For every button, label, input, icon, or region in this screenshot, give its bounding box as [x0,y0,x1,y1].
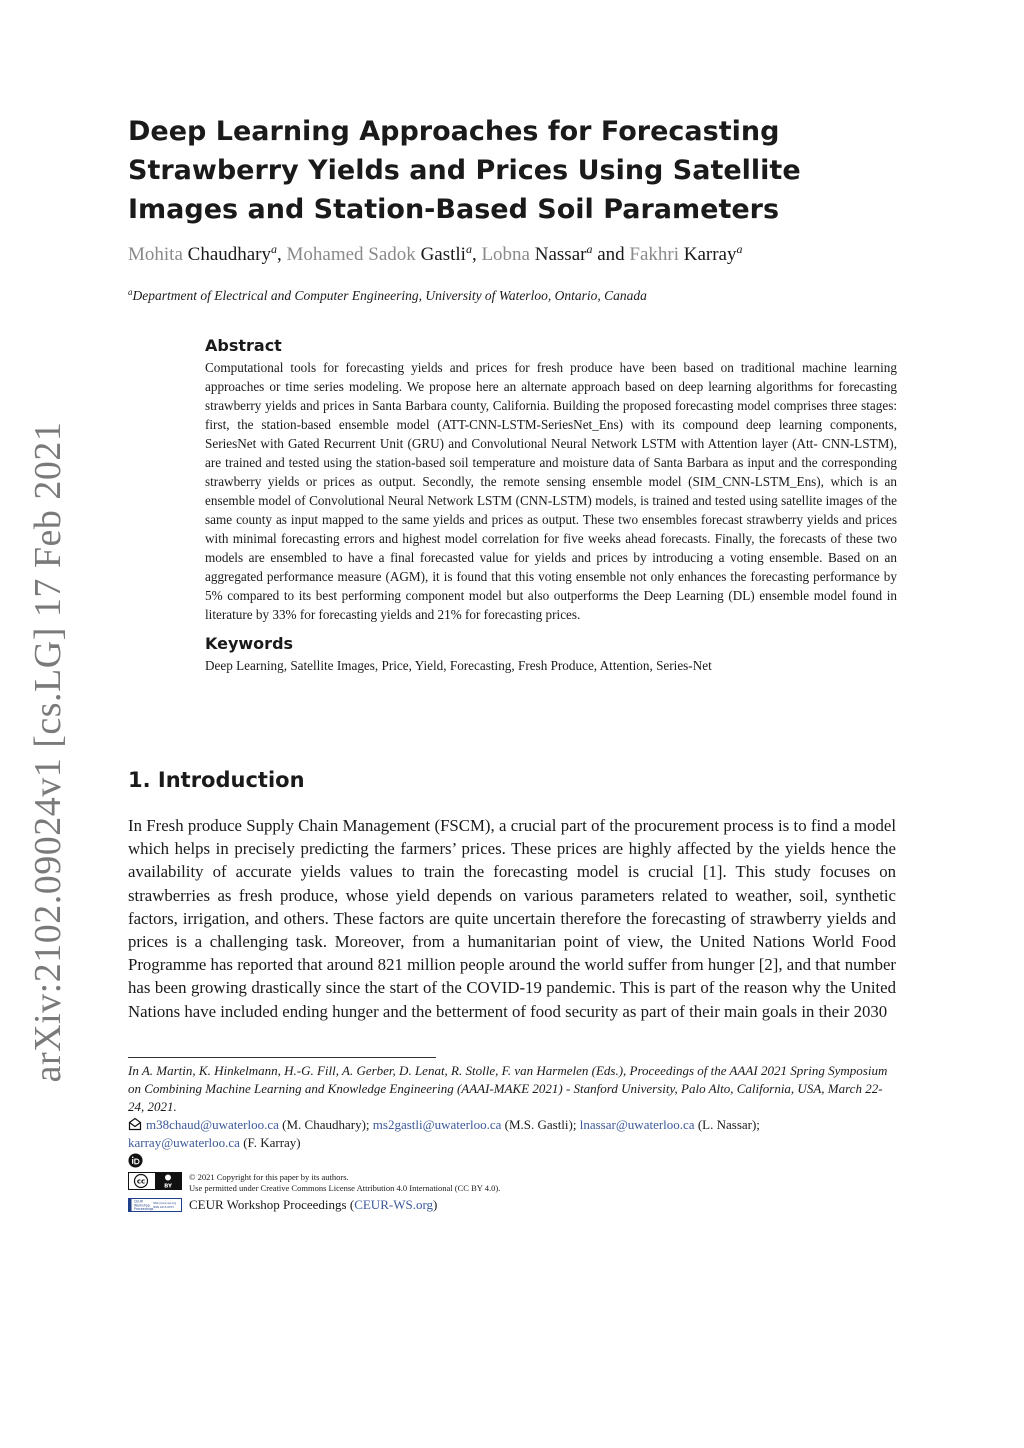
author-family-name: Karray [683,244,737,265]
email-link[interactable]: karray@uwaterloo.ca [128,1135,240,1150]
copyright-row [128,1172,896,1194]
author-list [128,242,743,266]
email-link[interactable]: lnassar@uwaterloo.ca [579,1117,695,1132]
copyright-text [189,1172,500,1194]
author-given-name: Lobna [481,244,530,265]
ceur-logo-issn: ISSN 1613-0073 [153,1206,174,1209]
affiliation-marker: a [586,242,593,256]
footnote-divider [128,1057,436,1058]
ceur-logo-word: Proceedings [134,1207,154,1211]
author-given-name: Mohamed Sadok [286,244,416,265]
author [481,244,629,265]
email-owner: (F. Karray) [243,1135,301,1150]
affiliation-marker: a [128,287,133,297]
by-badge-label: BY [164,1183,172,1190]
author-family-name: Gastli [420,244,466,265]
orcid-row [128,1153,896,1170]
ceur-row [128,1196,896,1214]
author-family-name: Chaudhary [187,244,272,265]
author [128,244,287,265]
introduction-text: In Fresh produce Supply Chain Management (FSCM), a crucial part of the procurement process is to find a model which helps in precisely predicting the farmers’ prices. These prices are highly affected by the yields hence the availability of accurate yields values to train the forecasting model is crucial [1]. This study focuses on strawberries as fresh produce, whose yield depends on various parameters related to weather, soil, synthetic factors, irrigation, and others. These factors are quite uncertain therefore the forecasting of strawberry yields and prices is a challenging task. Moreover, from a humanitarian point of view, the United Nations World Food Programme has reported that around 821 million people around the world suffer from hunger [2], and that number has been growing drastically since the start of the COVID-19 pandemic. This is part of the reason why the United Nations have included ending hunger and the betterment of food security as part of their main goals in their 2030 [128,816,896,1021]
copyright-line: © 2021 Copyright for this paper by its authors. [189,1172,349,1182]
orcid-icon[interactable] [128,1153,143,1168]
cc-by-badge [128,1172,182,1190]
email-owner: (L. Nassar); [697,1117,760,1132]
affiliation-marker: a [736,242,743,256]
introduction-heading: 1. Introduction [128,768,305,792]
ceur-prefix: CEUR Workshop Proceedings ( [189,1197,355,1212]
email-icon [128,1117,142,1131]
affiliation-marker: a [465,242,472,256]
author-separator: , [471,244,482,265]
author-family-name: Nassar [534,244,587,265]
license-line: Use permitted under Creative Commons License Attribution 4.0 International (CC BY 4.0). [189,1183,501,1193]
affiliation-marker: a [271,242,278,256]
keywords-text: Deep Learning, Satellite Images, Price, Yield, Forecasting, Fresh Produce, Attention, Series-Net [205,658,712,673]
paper-title: Deep Learning Approaches for Forecasting Strawberry Yields and Prices Using Satellite Images and Station-Based Soil Parameters [128,116,801,225]
author-given-name: Fakhri [629,244,679,265]
keywords-heading: Keywords [205,634,294,653]
ceur-link[interactable]: CEUR-WS.org [354,1197,434,1212]
ceur-logo [128,1198,182,1212]
email-link[interactable]: m38chaud@uwaterloo.ca [146,1117,279,1132]
author-given-name: Mohita [128,244,183,265]
ceur-suffix: ) [433,1197,438,1212]
cc-badge-label: cc [136,1177,146,1186]
affiliation-text: Department of Electrical and Computer Engineering, University of Waterloo, Ontario, Canada [132,288,647,303]
proceedings-note: In A. Martin, K. Hinkelmann, H.-G. Fill, A. Gerber, D. Lenat, R. Stolle, F. van Harmelen (Eds.), Proceedings of the AAAI 2021 Spring Symposium on Combining Machine Learning and Knowledge Engineering (AAAI-MAKE 2021) - Stanford University, Palo Alto, California, USA, March 22-24, 2021. [128,1063,888,1114]
email-owner: (M. Chaudhary); [282,1117,373,1132]
author-emails [128,1116,896,1152]
email-owner: (M.S. Gastli); [504,1117,580,1132]
email-link[interactable]: ms2gastli@uwaterloo.ca [372,1117,502,1132]
author-separator: and [592,244,630,265]
footnotes [128,1062,896,1214]
arxiv-identifier: arXiv:2102.09024v1 [cs.LG] 17 Feb 2021 [27,421,69,1083]
abstract-section [205,336,897,675]
ceur-logo-word: Workshop [134,1203,150,1208]
author [287,244,482,265]
abstract-heading: Abstract [205,336,282,355]
ceur-logo-url: http://ceur-ws.org [153,1202,176,1205]
abstract-text: Computational tools for forecasting yields and prices for fresh produce have been based on traditional machine learning approaches or time series modeling. We propose here an alternate approach based on deep learning algorithms for forecasting strawberry yields and prices in Santa Barbara county, California. Building the proposed forecasting model comprises three stages: first, the station-based ensemble model (ATT-CNN-LSTM-SeriesNet_Ens) with its compound deep learning components, SeriesNet with Gated Recurrent Unit (GRU) and Convolutional Neural Network LSTM with Attention layer (Att- CNN-LSTM), are trained and tested using the station-based soil temperature and moisture data of Santa Barbara as input and the corresponding strawberry yields or prices as output. Secondly, the remote sensing ensemble model (SIM_CNN-LSTM_Ens), which is an ensemble model of Convolutional Neural Network LSTM (CNN-LSTM) models, is trained and tested using satellite images of the same county as input mapped to the same yields and prices as output. These two ensembles forecast strawberry yields and prices with minimal forecasting errors and highest model correlation for five weeks ahead forecasts. Finally, the forecasts of these two models are ensembled to have a final forecasted value for yields and prices by introducing a voting ensemble. Based on an aggregated performance measure (AGM), it is found that this voting ensemble not only enhances the forecasting performance by 5% compared to its best performing component model but also outperforms the Deep Learning (DL) ensemble model found in literature by 33% for forecasting yields and 21% for forecasting prices. [205,360,897,622]
author [629,244,742,265]
author-separator: , [277,244,287,265]
affiliation [128,287,647,304]
ceur-logo-word: CEUR [134,1199,143,1204]
ceur-proceedings [189,1196,437,1214]
